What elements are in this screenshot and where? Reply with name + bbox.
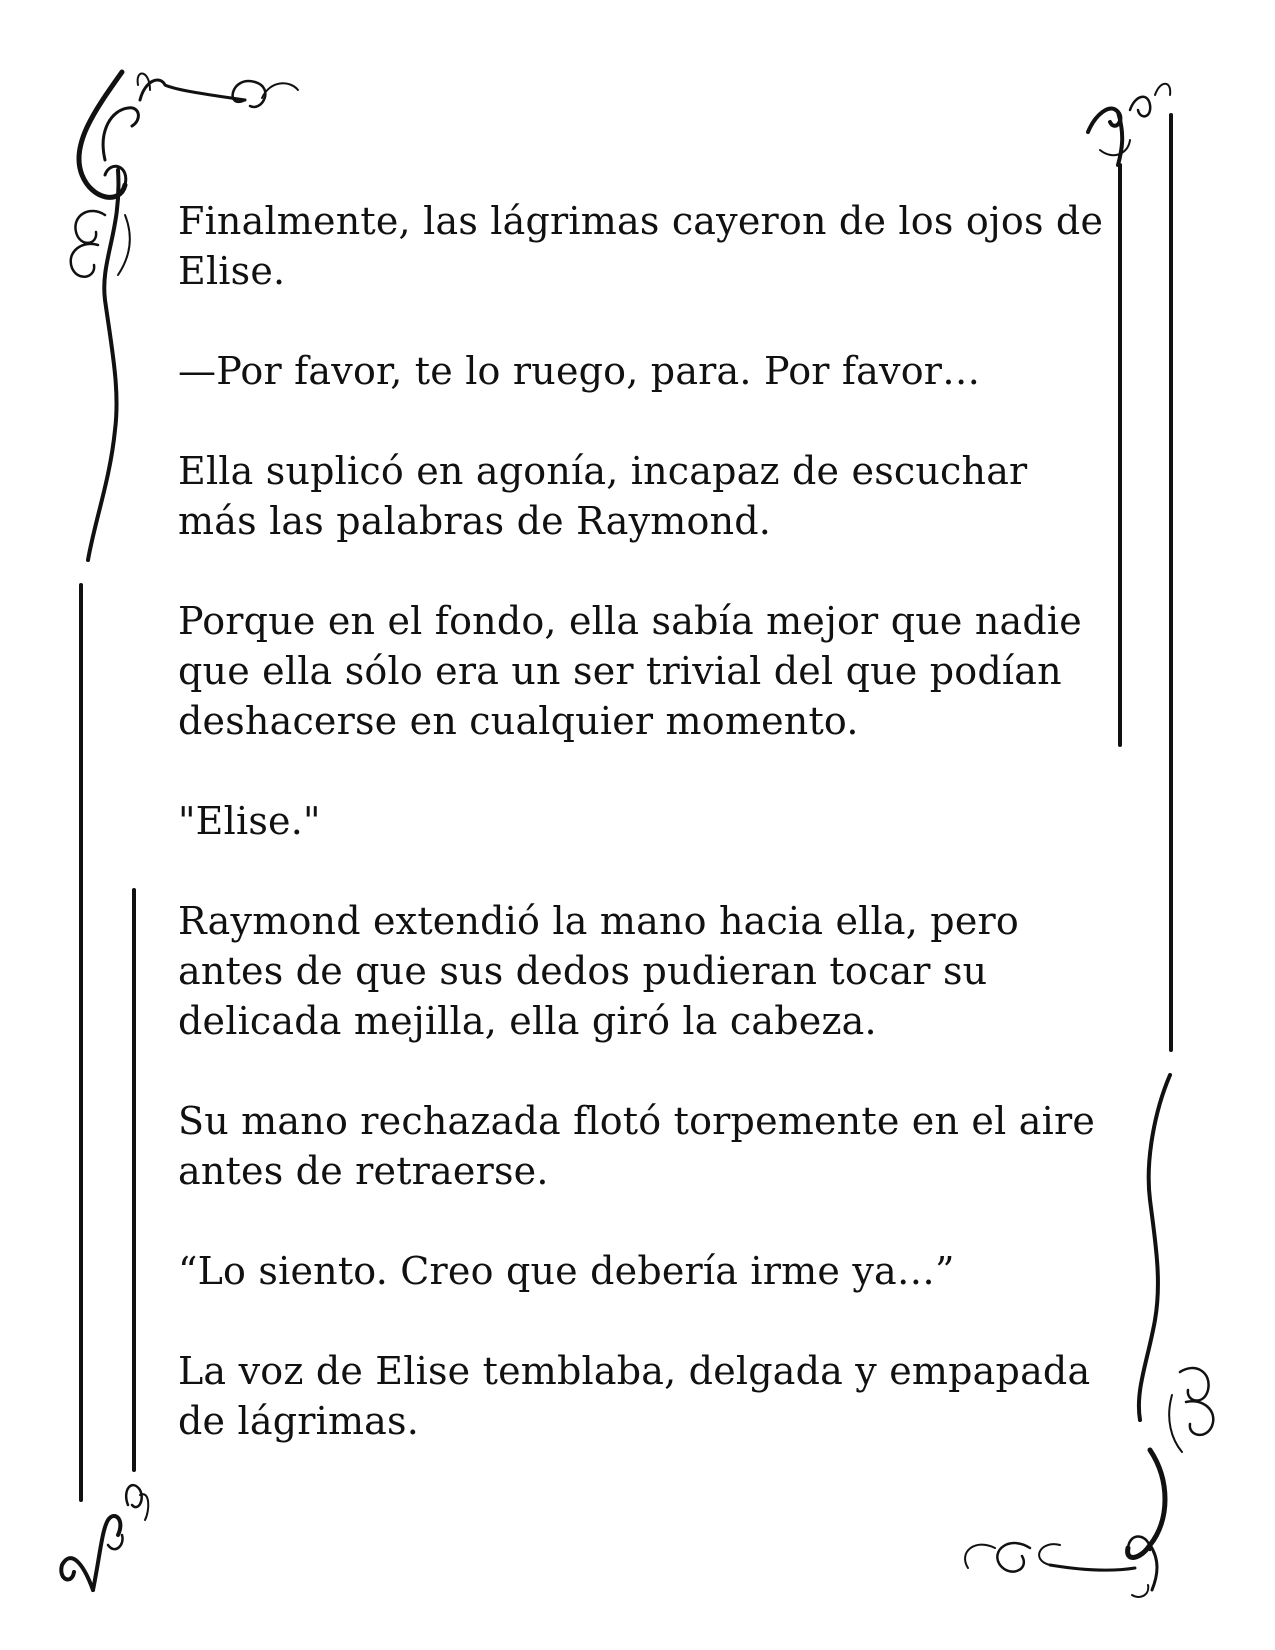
text-line: Finalmente, las lágrimas cayeron de los ojos de [178,199,1104,243]
text-line: Elise. [178,249,286,293]
story-text [178,196,1104,1496]
text-line: deshacerse en cualquier momento. [178,699,859,743]
text-line: —Por favor, te lo ruego, para. Por favor… [178,349,981,393]
paragraph-8 [178,1246,1098,1296]
paragraph-4 [178,596,1098,746]
text-line: Ella suplicó en agonía, incapaz de escuchar [178,449,1028,493]
paragraph-2 [178,346,1098,396]
text-line: que ella sólo era un ser trivial del que podían [178,649,1062,693]
text-line: Porque en el fondo, ella sabía mejor que nadie [178,599,1082,643]
paragraph-7 [178,1096,1098,1196]
paragraph-5 [178,796,1098,846]
text-line: Su mano rechazada flotó torpemente en el aire [178,1099,1096,1143]
paragraph-3 [178,446,1098,546]
flourish-bottom-left-icon [61,1485,148,1590]
text-line: La voz de Elise temblaba, delgada y empapada [178,1349,1091,1393]
text-line: de lágrimas. [178,1399,420,1443]
text-line: Raymond extendió la mano hacia ella, pero [178,899,1019,943]
flourish-top-right-icon [1088,84,1170,165]
text-line: “Lo siento. Creo que debería irme ya…” [178,1249,955,1293]
text-line: antes de retraerse. [178,1149,549,1193]
paragraph-1 [178,196,1104,296]
text-line: más las palabras de Raymond. [178,499,772,543]
paragraph-9 [178,1346,1098,1446]
text-line: delicada mejilla, ella giró la cabeza. [178,999,877,1043]
text-line: "Elise." [178,799,321,843]
paragraph-6 [178,896,1098,1046]
text-line: antes de que sus dedos pudieran tocar su [178,949,988,993]
